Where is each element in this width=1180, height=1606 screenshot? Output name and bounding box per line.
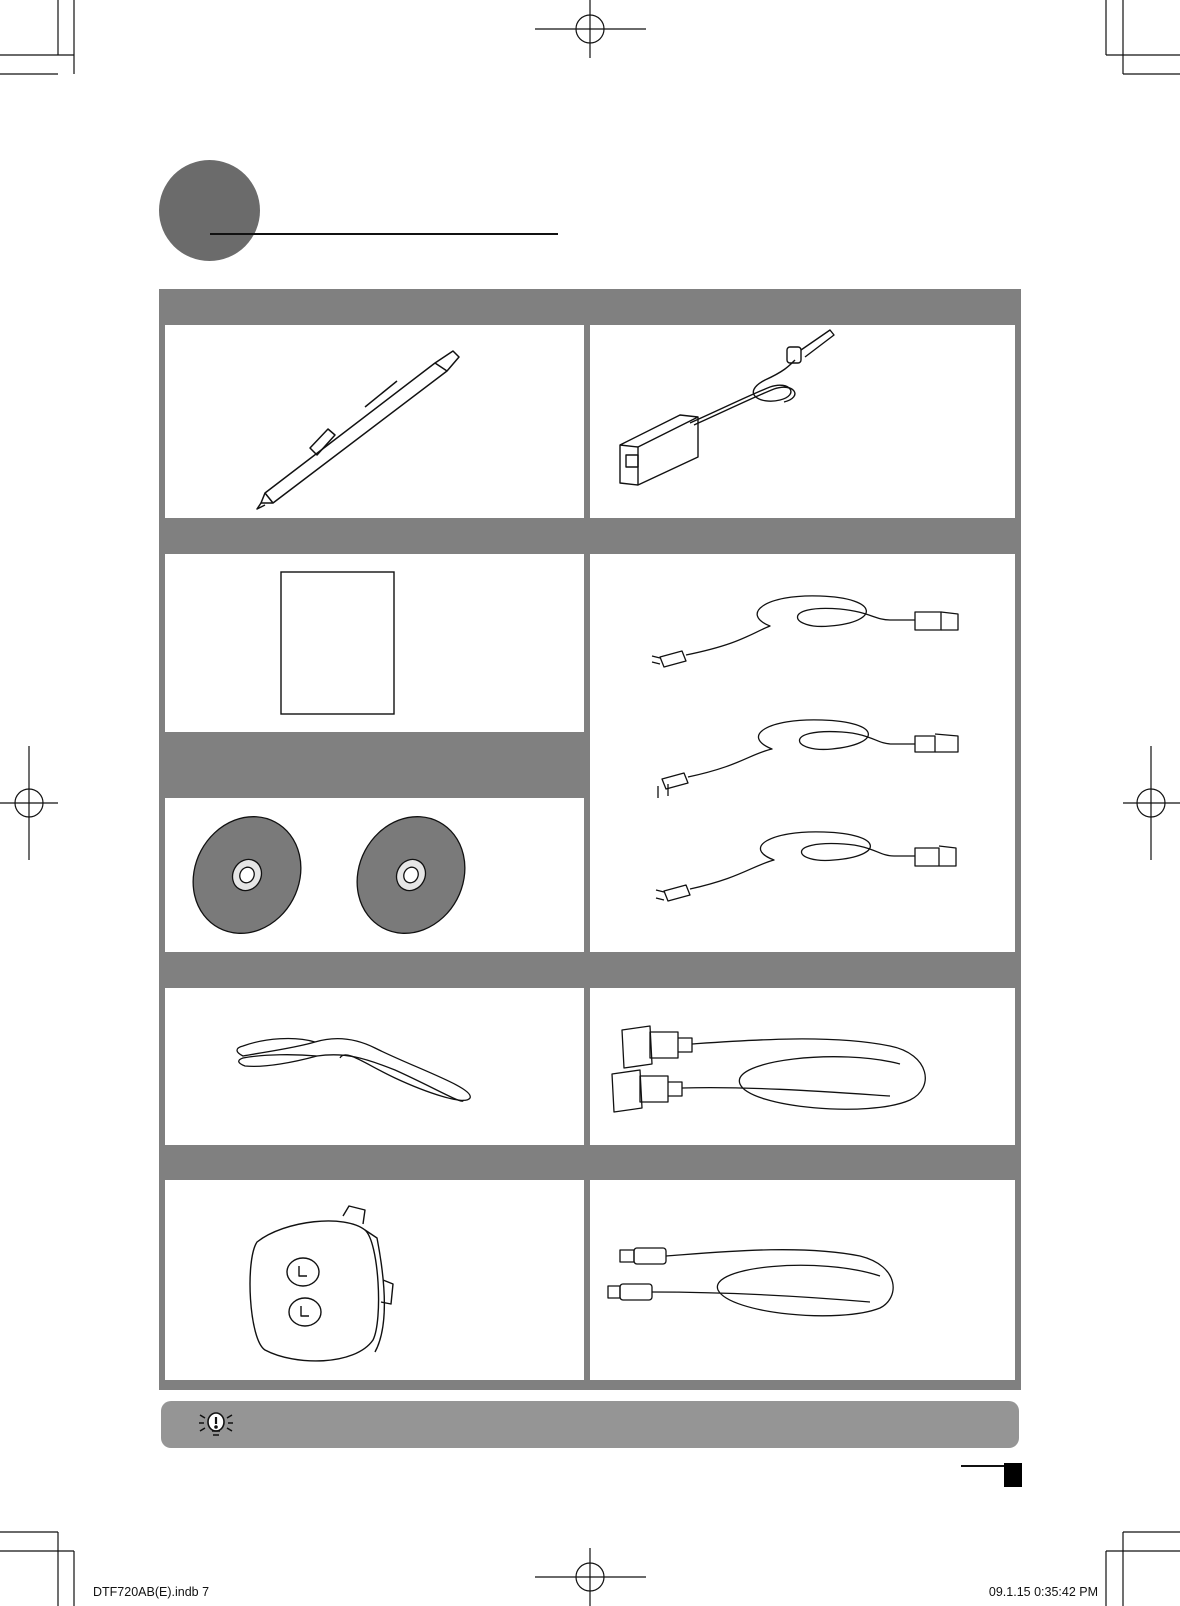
slug-timestamp: 09.1.15 0:35:42 PM [988,1585,1098,1599]
tip-note-bar [161,1401,1019,1448]
plug-adapter-icon [165,1180,584,1380]
power-cords-icon [590,554,1015,952]
booklet-icon [165,554,584,732]
item-plug-adapter [165,1180,584,1380]
cd-rom-icon [165,798,584,952]
package-contents-table [159,289,1021,1390]
item-usb-cable [590,1180,1015,1380]
usb-cable-icon [590,1180,1015,1380]
tip-lightbulb-icon [197,1409,235,1439]
item-booklet [165,554,584,732]
vga-cable-icon [590,988,1015,1145]
pen-icon [165,325,584,518]
page-number-rule [961,1465,1004,1467]
pen-tether-icon [165,988,584,1145]
slug-file-name: DTF720AB(E).indb 7 [93,1585,210,1599]
page-number-tab [1004,1463,1022,1487]
item-vga-cable [590,988,1015,1145]
ac-adapter-icon [590,325,1015,518]
item-pen-tether [165,988,584,1145]
item-power-cords [590,554,1015,952]
section-number-circle [159,160,260,261]
item-ac-adapter [590,325,1015,518]
item-pen [165,325,584,518]
item-cd-roms [165,798,584,952]
title-underline [210,233,558,235]
